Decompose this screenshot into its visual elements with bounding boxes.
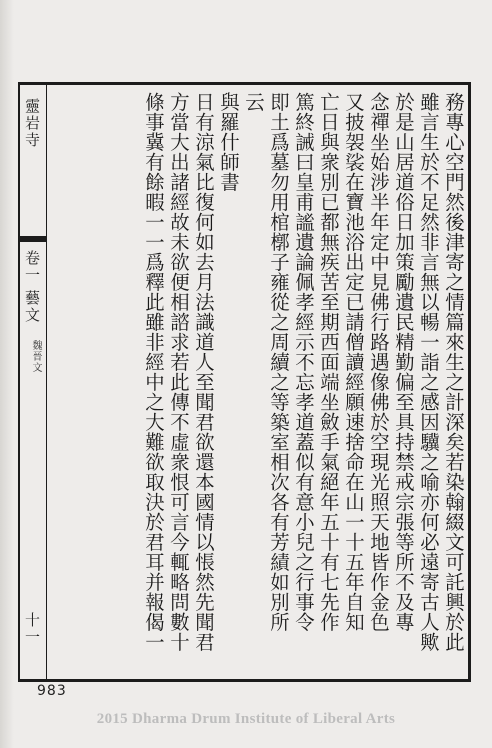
letter-title: 與羅什師書 (217, 92, 240, 192)
text-column: 方當大出諸經故未欲便相諮求若此傳不虛衆恨可言今輒略問數十 (167, 92, 190, 652)
page-number: 983 (37, 683, 67, 699)
text-column: 日有涼氣比復何如去月法識道人至聞君欲還本國情以悵然先聞君 (192, 92, 215, 652)
text-column: 務專心空門然後津寄之情篇來生之計深矣若染翰綴文可託興於此 (442, 92, 465, 652)
margin-sub: 魏晉文 (30, 340, 41, 373)
text-column: 條事冀有餘暇一一爲釋此雖非經中之大難欲取決於君耳并報偈一 (142, 92, 165, 652)
margin-volume: 卷一 (23, 250, 41, 284)
text-column: 篤終誡曰皇甫謐遺論佩孝經示不忘孝道蓋似有意小兒之行事令 (292, 92, 315, 632)
text-column: 又披袈裟在寶池浴出定已請僧讀經願速捨命在山一十五年自知 (342, 92, 365, 632)
text-column: 雖言生於不足然非言無以暢一詣之感因驥之喻亦何必遠寄古人歟 (417, 92, 440, 652)
margin-page: 十一 (23, 612, 41, 646)
text-column: 念禪坐始涉半年定中見佛行路遇像佛於空現光照天地皆作金色 (367, 92, 390, 632)
margin-section: 藝文 (23, 290, 41, 324)
page-edge (0, 0, 14, 748)
margin-strip (18, 82, 47, 682)
fishtail-top (18, 236, 47, 242)
margin-title: 靈岩寺 (23, 98, 41, 149)
watermark: 2015 Dharma Drum Institute of Liberal Arts (96, 711, 396, 727)
text-column: 於是山居道俗日加策勵遺民精勤偏至具持禁戒宗張等所不及專 (392, 92, 415, 632)
text-column: 即土爲墓勿用棺槨子雍從之周續之等築室相次各有芳績如別所 (267, 92, 290, 632)
text-column: 亡日與衆別已都無疾苦至期西面端坐斂手氣絕年五十有七先作 (317, 92, 340, 632)
text-block (54, 92, 466, 672)
text-column: 云 (242, 92, 265, 112)
